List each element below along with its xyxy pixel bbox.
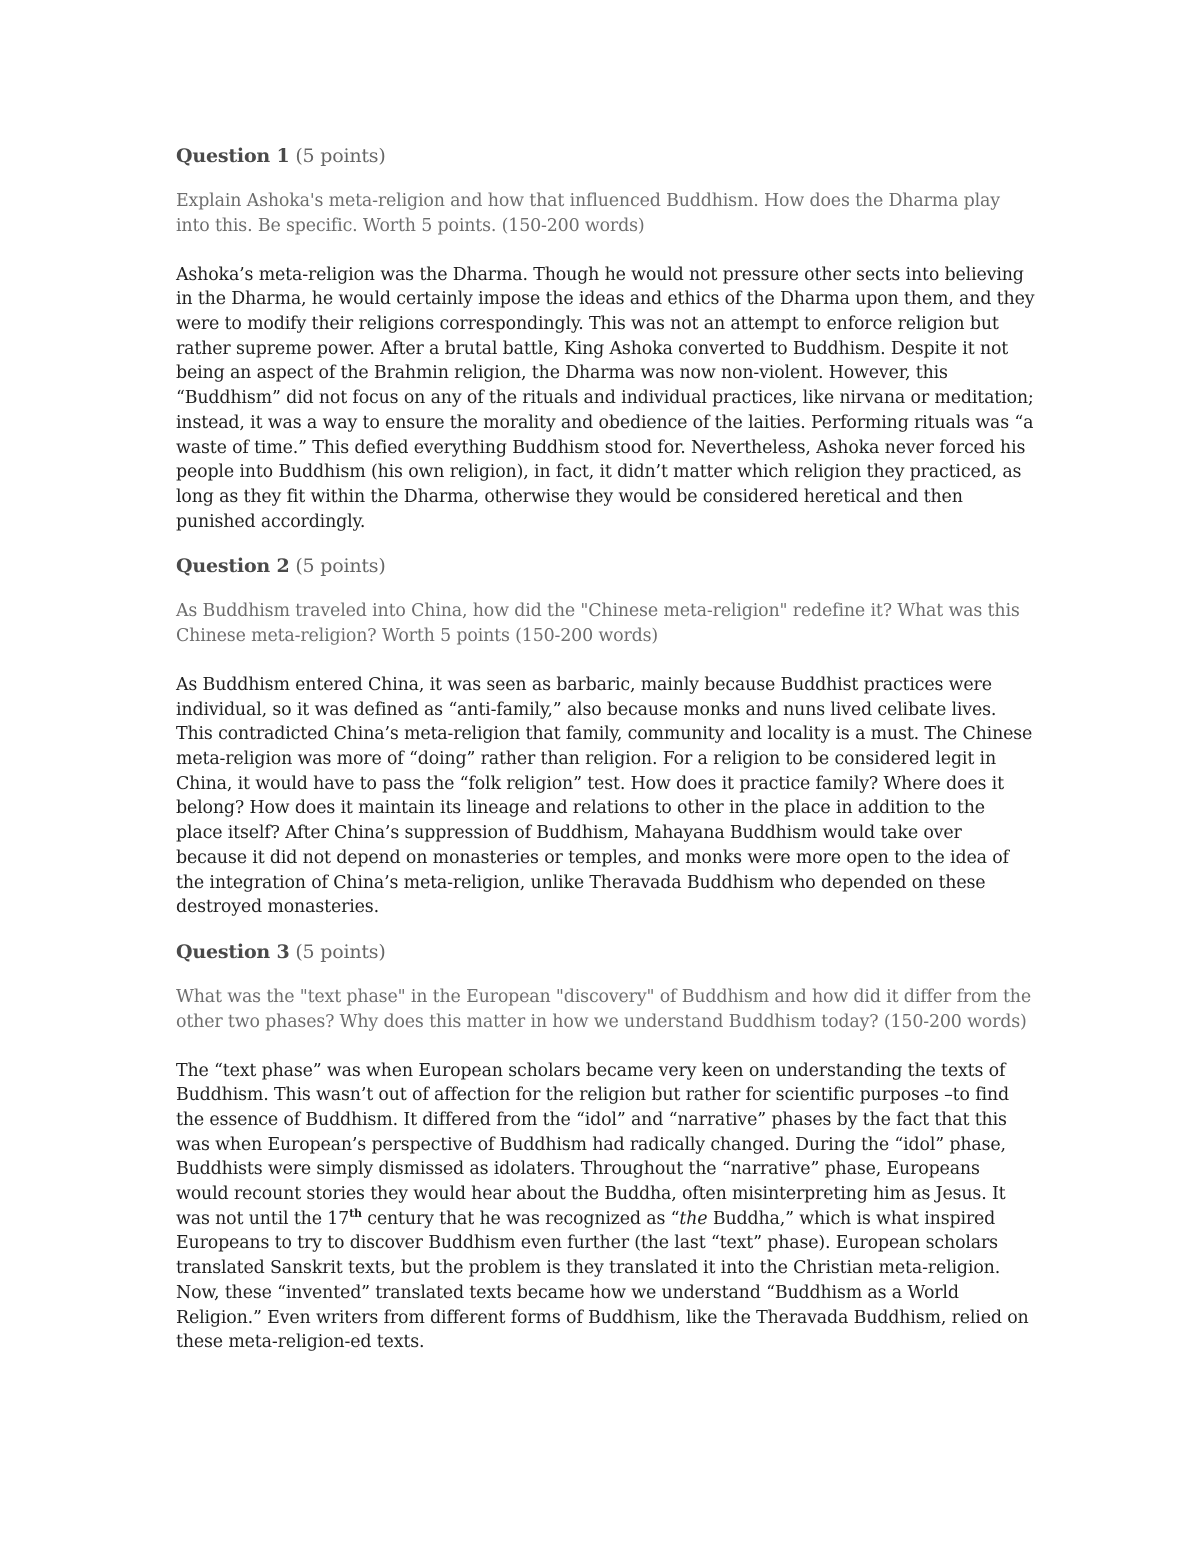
question-heading <box>176 550 1036 582</box>
question-points: (5 points) <box>295 145 386 167</box>
question-prompt: As Buddhism traveled into China, how did the "Chinese meta-religion" redefine it? What was this Chinese meta-religion? Worth 5 points (150-200 words) <box>176 601 1020 647</box>
answer-text: century that he was recognized as “ <box>361 1208 680 1229</box>
question-points: (5 points) <box>295 940 386 963</box>
question-answer: Ashoka’s meta-religion was the Dharma. Though he would not pressure other sects into believing in the Dharma, he would certainly impose the ideas and ethics of the Dharma upon them, and they were to modify their religions correspondingly. This was not an attempt to enforce religion but rather supreme power. After a brutal battle, King Ashoka converted to Buddhism. Despite it not being an aspect of the Brahmin religion, the Dharma was now non-violent. However, this “Buddhism” did not focus on any of the rituals and individual practices, like nirvana or meditation; instead, it was a way to ensure the morality and obedience of the laities. Performing rituals was “a waste of time.” This defied everything Buddhism stood for. Nevertheless, Ashoka never forced his people into Buddhism (his own religion), in fact, it didn’t matter which religion they practiced, as long as they fit within the Dharma, otherwise they would be considered heretical and then punished accordingly. <box>176 264 1035 532</box>
question-answer <box>176 1059 1036 1355</box>
question-label: Question 2 <box>176 555 290 578</box>
question-prompt: What was the "text phase" in the European "discovery" of Buddhism and how did it differ from the other two phases? Why does this matter in how we understand Buddhism today? (150-200 words) <box>176 986 1031 1032</box>
emphasis-text: the <box>679 1208 708 1229</box>
question-label: Question 1 <box>176 145 290 167</box>
answer-text: Buddha,” which is what inspired Europeans to try to discover Buddhism even further (the last “text” phase). European scholars translated Sanskrit texts, but the problem is they translated it into the Christian meta-religion. Now, these “invented” translated texts became how we understand “Buddhism as a World Religion.” Even writers from different forms of Buddhism, like the Theravada Buddhism, relied on these meta-religion-ed texts. <box>176 1208 1029 1353</box>
question-answer: As Buddhism entered China, it was seen as barbaric, mainly because Buddhist practices were individual, so it was defined as “anti-family,” also because monks and nuns lived celibate lives. This contradicted China’s meta-religion that family, community and locality is a must. The Chinese meta-religion was more of “doing” rather than religion. For a religion to be considered legit in China, it would have to pass the “folk religion” test. How does it practice family? Where does it belong? How does it maintain its lineage and relations to other in the place in addition to the place itself? After China’s suppression of Buddhism, Mahayana Buddhism would take over because it did not depend on monasteries or temples, and monks were more open to the idea of the integration of China’s meta-religion, unlike Theravada Buddhism who depended on these destroyed monasteries. <box>176 674 1033 918</box>
question-1 <box>176 140 1036 534</box>
question-heading <box>176 936 1036 968</box>
document-page <box>176 140 1036 1355</box>
question-heading <box>176 140 1036 172</box>
question-3 <box>176 936 1036 1355</box>
answer-text: The “text phase” was when European scholars became very keen on understanding the texts of Buddhism. This wasn’t out of affection for the religion but rather for scientific purposes –to find the essence of Buddhism. It differed from the “idol” and “narrative” phases by the fact that this was when European’s perspective of Buddhism had radically changed. During the “idol” phase, Buddhists were simply dismissed as idolaters. Throughout the “narrative” phase, Europeans would recount stories they would hear about the Buddha, often misinterpreting him as Jesus. It was not until the 17 <box>176 1060 1009 1229</box>
ordinal-superscript: th <box>349 1206 362 1220</box>
question-points: (5 points) <box>295 555 386 578</box>
question-2 <box>176 550 1036 920</box>
question-prompt: Explain Ashoka's meta-religion and how that influenced Buddhism. How does the Dharma play into this. Be specific. Worth 5 points. (150-200 words) <box>176 191 1000 236</box>
question-label: Question 3 <box>176 940 290 963</box>
